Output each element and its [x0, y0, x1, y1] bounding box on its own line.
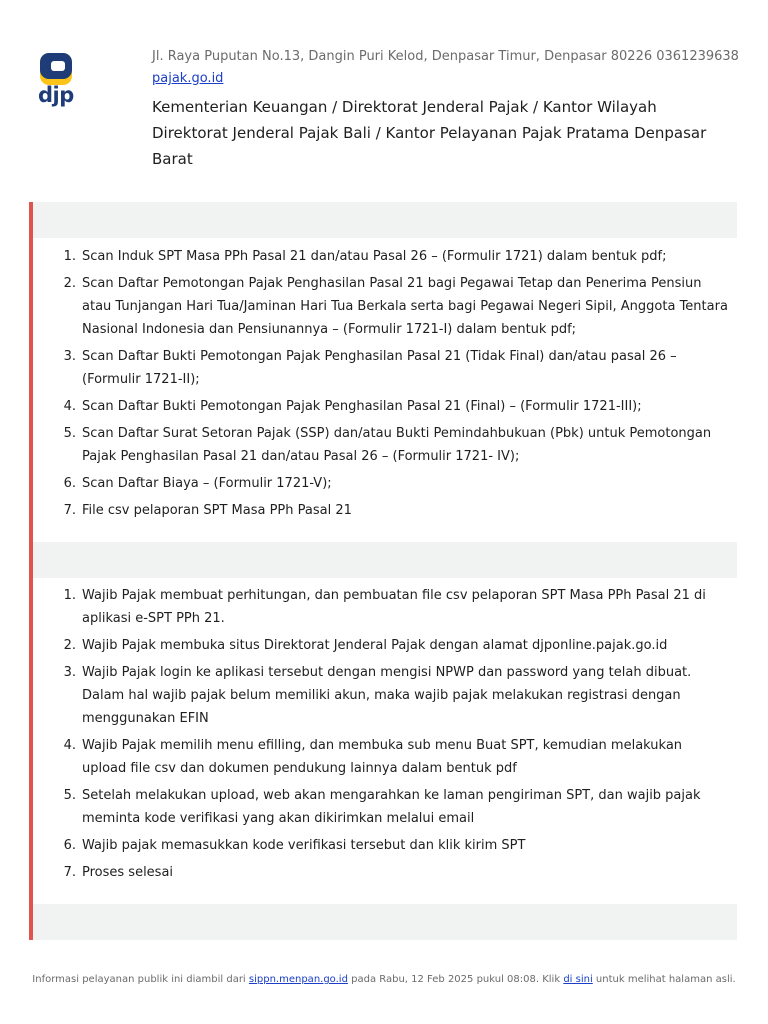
list-item: 6. Wajib pajak memasukkan kode verifikasi tersebut dan klik kirim SPT: [63, 838, 526, 853]
list-item: 3. Scan Daftar Bukti Pemotongan Pajak Penghasilan Pasal 21 (Tidak Final) dan/atau pasal 26 – (Formulir 1721-II);: [63, 349, 677, 387]
office-address: Jl. Raya Puputan No.13, Dangin Puri Kelod, Denpasar Timur, Denpasar 80226 0361239638: [152, 49, 739, 64]
list-item: 7. File csv pelaporan SPT Masa PPh Pasal 21: [63, 503, 352, 518]
list-item: 4. Wajib Pajak memilih menu efilling, dan membuka sub menu Buat SPT, kemudian melakukan upload file csv dan dokumen pendukung lainnya dalam bentuk pdf: [63, 738, 683, 776]
original-page-link[interactable]: di sini: [563, 974, 593, 985]
logo-text: djp: [38, 83, 74, 107]
source-footer: Informasi pelayanan publik ini diambil dari sippn.menpan.go.id pada Rabu, 12 Feb 2025 pukul 08:08. Klik di sini untuk melihat halaman asli.: [32, 974, 736, 985]
list-item: 3. Wajib Pajak login ke aplikasi tersebut dengan mengisi NPWP dan password yang telah dibuat. Dalam hal wajib pajak belum memiliki akun, maka wajib pajak melakukan registrasi dengan menggunakan EFIN: [63, 665, 692, 726]
list-item: 2. Scan Daftar Pemotongan Pajak Penghasilan Pasal 21 bagi Pegawai Tetap dan Penerima Pensiun atau Tunjangan Hari Tua/Jaminan Hari Tua Berkala serta bagi Pegawai Negeri Sipil, Anggota Tentara Nasional Indonesia dan Pensiunannya – (Formulir 1721-I) dalam bentuk pdf;: [63, 276, 728, 337]
list-item: 2. Wajib Pajak membuka situs Direktorat Jenderal Pajak dengan alamat djponline.pajak.go.id: [63, 638, 668, 653]
list-item: 5. Scan Daftar Surat Setoran Pajak (SSP) dan/atau Bukti Pemindahbukuan (Pbk) untuk Pemotongan Pajak Penghasilan Pasal 21 dan/atau Pasal 26 – (Formulir 1721- IV);: [63, 426, 712, 464]
list-item: 7. Proses selesai: [63, 865, 174, 880]
procedure-list: [40, 584, 730, 888]
office-name: Kementerian Keuangan / Direktorat Jenderal Pajak / Kantor Wilayah Direktorat Jenderal Pajak Bali / Kantor Pelayanan Pajak Pratama Denpasar Barat: [152, 98, 707, 168]
djp-logo: [38, 53, 74, 111]
requirements-list: [40, 245, 730, 526]
source-link[interactable]: sippn.menpan.go.id: [248, 974, 348, 985]
section-header-requirements: [33, 202, 737, 238]
list-item: 5. Setelah melakukan upload, web akan mengarahkan ke laman pengiriman SPT, dan wajib pajak meminta kode verifikasi yang akan dikirimkan melalui email: [63, 788, 701, 826]
list-item: 4. Scan Daftar Bukti Pemotongan Pajak Penghasilan Pasal 21 (Final) – (Formulir 1721-III);: [63, 399, 642, 414]
section-header-procedure: [33, 542, 737, 578]
list-item: 1. Wajib Pajak membuat perhitungan, dan pembuatan file csv pelaporan SPT Masa PPh Pasal 21 di aplikasi e-SPT PPh 21.: [63, 588, 706, 626]
list-item: 6. Scan Daftar Biaya – (Formulir 1721-V);: [63, 476, 332, 491]
list-item: 1. Scan Induk SPT Masa PPh Pasal 21 dan/atau Pasal 26 – (Formulir 1721) dalam bentuk pdf;: [63, 249, 667, 264]
section-header-footer-band: [33, 904, 737, 940]
website-link[interactable]: pajak.go.id: [152, 71, 224, 86]
